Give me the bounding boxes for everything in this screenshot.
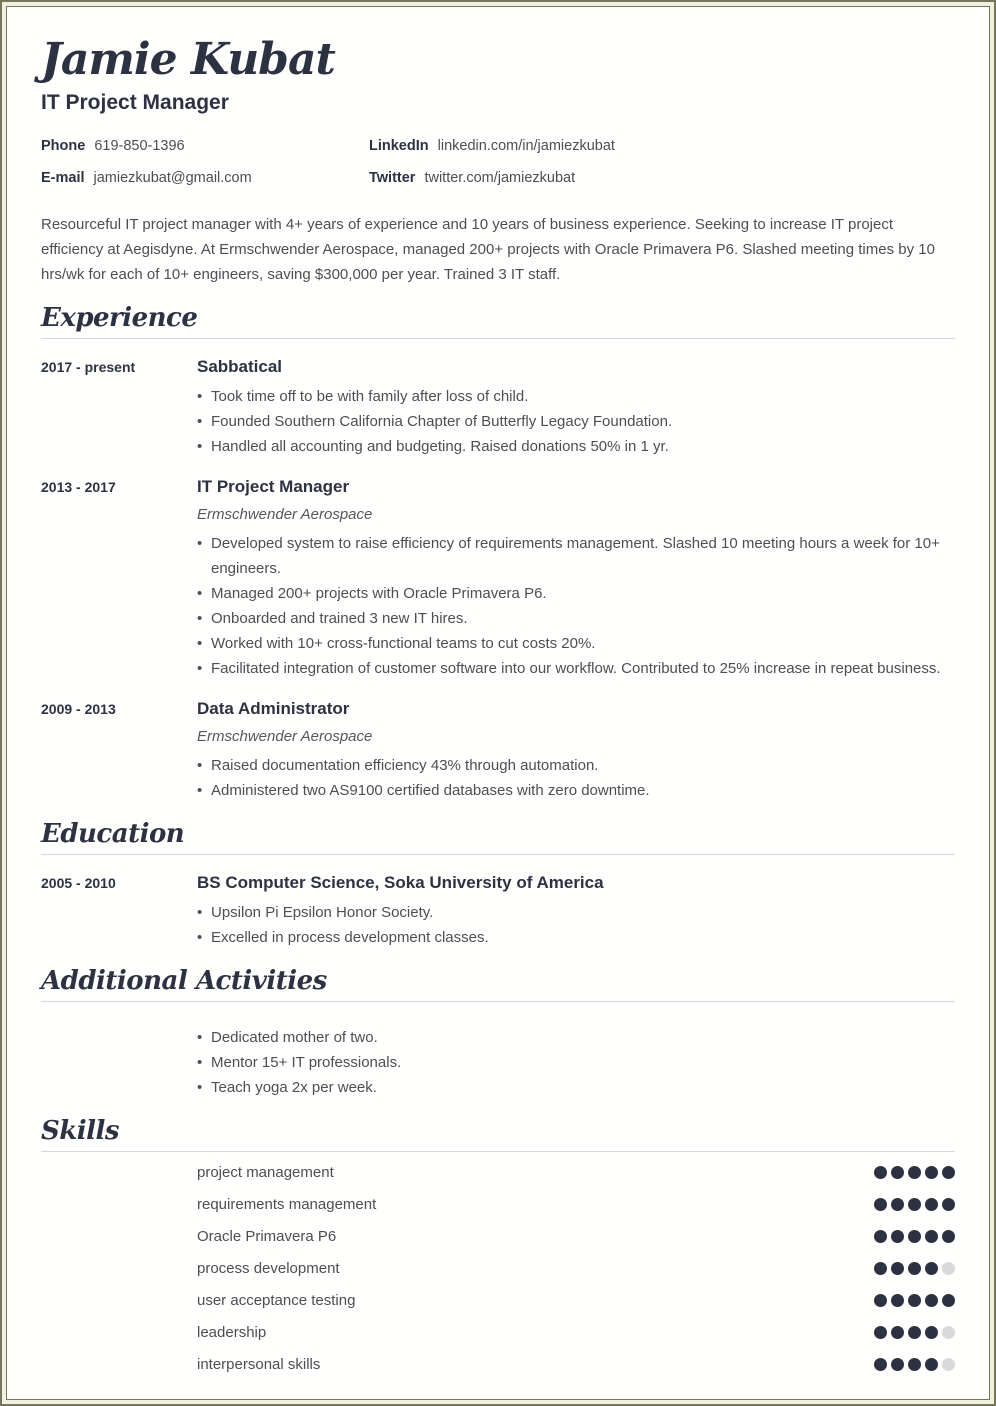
bullet-item: • Facilitated integration of customer software into our workflow. Contributed to 25% increase in repeat business.	[197, 656, 955, 681]
skill-dot-filled	[908, 1166, 921, 1179]
skill-dot-filled	[908, 1262, 921, 1275]
bullet-list	[197, 531, 955, 681]
contact-item	[41, 168, 369, 188]
skill-dot-filled	[942, 1198, 955, 1211]
skill-name: interpersonal skills	[197, 1355, 321, 1373]
resume-entry	[41, 1019, 955, 1100]
skill-dot-empty	[942, 1326, 955, 1339]
skill-dot-filled	[925, 1358, 938, 1371]
contact-label: E-mail	[41, 170, 85, 186]
entry-body	[197, 1019, 955, 1100]
bullet-item: • Founded Southern California Chapter of Butterfly Legacy Foundation.	[197, 409, 955, 434]
contact-label: Twitter	[369, 170, 416, 186]
bullet-item: • Developed system to raise efficiency of requirements management. Slashed 10 meeting hours a week for 10+ engineers.	[197, 531, 955, 581]
additional-activities-entries	[41, 1019, 955, 1100]
job-title: IT Project Manager	[41, 91, 229, 114]
entry-dates: 2005 - 2010	[41, 875, 116, 891]
skill-rating	[874, 1166, 955, 1179]
education-entries	[41, 872, 955, 950]
skill-dot-filled	[891, 1230, 904, 1243]
skill-dot-filled	[874, 1326, 887, 1339]
skill-dot-filled	[908, 1294, 921, 1307]
skill-dot-filled	[925, 1198, 938, 1211]
contact-value: 619-850-1396	[94, 138, 185, 154]
contact-value: linkedin.com/in/jamiezkubat	[437, 138, 615, 154]
skill-dot-filled	[908, 1326, 921, 1339]
bullet-list	[197, 900, 955, 950]
skill-dot-empty	[942, 1358, 955, 1371]
resume-entry	[41, 356, 955, 459]
entry-dates	[41, 1019, 197, 1100]
entry-company: Ermschwender Aerospace	[197, 506, 373, 523]
skill-dot-filled	[891, 1166, 904, 1179]
bullet-item: • Excelled in process development classes.	[197, 925, 955, 950]
candidate-name: Jamie Kubat	[41, 34, 335, 85]
skill-dot-filled	[908, 1198, 921, 1211]
section-title-additional-activities: Additional Activities	[41, 964, 955, 1002]
entry-body	[197, 476, 955, 681]
skill-dot-filled	[874, 1198, 887, 1211]
entry-body	[197, 698, 955, 803]
contact-value: jamiezkubat@gmail.com	[93, 170, 252, 186]
entry-dates: 2013 - 2017	[41, 479, 116, 495]
section-experience	[41, 301, 955, 803]
entry-role-title: BS Computer Science, Soka University of America	[197, 873, 604, 892]
skill-dot-filled	[925, 1230, 938, 1243]
skill-dot-filled	[874, 1262, 887, 1275]
skill-dot-filled	[874, 1166, 887, 1179]
skill-dot-filled	[891, 1326, 904, 1339]
contact-item	[369, 168, 955, 188]
bullet-item: • Dedicated mother of two.	[197, 1025, 955, 1050]
bullet-item: • Raised documentation efficiency 43% through automation.	[197, 753, 955, 778]
skill-dot-filled	[891, 1198, 904, 1211]
bullet-item: • Upsilon Pi Epsilon Honor Society.	[197, 900, 955, 925]
section-title-education: Education	[41, 817, 955, 855]
skill-dot-filled	[942, 1230, 955, 1243]
contact-grid	[41, 136, 955, 188]
entry-body	[197, 872, 955, 950]
contact-item	[369, 136, 955, 156]
skill-name: process development	[197, 1259, 340, 1277]
skill-row	[41, 1220, 955, 1252]
skill-dot-filled	[891, 1294, 904, 1307]
section-education	[41, 817, 955, 950]
bullet-item: • Administered two AS9100 certified databases with zero downtime.	[197, 778, 955, 803]
entry-role-title: Sabbatical	[197, 357, 283, 376]
skill-dot-empty	[942, 1262, 955, 1275]
skill-dot-filled	[908, 1358, 921, 1371]
resume-page-inner	[6, 6, 990, 1400]
section-title-experience: Experience	[41, 301, 955, 339]
contact-value: twitter.com/jamiezkubat	[424, 170, 576, 186]
bullet-item: • Onboarded and trained 3 new IT hires.	[197, 606, 955, 631]
skill-name: project management	[197, 1163, 334, 1181]
skill-dot-filled	[925, 1326, 938, 1339]
entry-role-title: IT Project Manager	[197, 477, 350, 496]
section-title-skills: Skills	[41, 1114, 955, 1152]
skill-row	[41, 1188, 955, 1220]
bullet-item: • Took time off to be with family after loss of child.	[197, 384, 955, 409]
bullet-item: • Handled all accounting and budgeting. Raised donations 50% in 1 yr.	[197, 434, 955, 459]
skill-rating	[874, 1230, 955, 1243]
skill-dot-filled	[874, 1294, 887, 1307]
skill-dot-filled	[925, 1262, 938, 1275]
bullet-item: • Worked with 10+ cross-functional teams to cut costs 20%.	[197, 631, 955, 656]
bullet-list	[197, 384, 955, 459]
skill-name: leadership	[197, 1323, 267, 1341]
skill-row	[41, 1348, 955, 1380]
contact-label: Phone	[41, 138, 86, 154]
resume-entry	[41, 476, 955, 681]
section-skills	[41, 1114, 955, 1380]
skill-rating	[874, 1326, 955, 1339]
skill-rating	[874, 1294, 955, 1307]
bullet-list	[197, 753, 955, 803]
skill-dot-filled	[891, 1262, 904, 1275]
skill-row	[41, 1156, 955, 1188]
section-additional-activities	[41, 964, 955, 1100]
contact-label: LinkedIn	[369, 138, 429, 154]
skill-rating	[874, 1198, 955, 1211]
entry-role-title: Data Administrator	[197, 699, 350, 718]
skills-list	[41, 1156, 955, 1380]
skill-name: user acceptance testing	[197, 1291, 356, 1309]
professional-summary: Resourceful IT project manager with 4+ years of experience and 10 years of business experience. Seeking to increase IT project efficiency at Aegisdyne. At Ermschwender Aerospace, managed 200+ projects with Oracle Primavera P6. Slashed meeting times by 10 hrs/wk for each of 10+ engineers, saving $300,000 per year. Trained 3 IT staff.	[41, 216, 935, 283]
bullet-item: • Teach yoga 2x per week.	[197, 1075, 955, 1100]
skill-rating	[874, 1262, 955, 1275]
bullet-item: • Managed 200+ projects with Oracle Primavera P6.	[197, 581, 955, 606]
skill-dot-filled	[942, 1294, 955, 1307]
skill-dot-filled	[874, 1358, 887, 1371]
skill-row	[41, 1316, 955, 1348]
skill-dot-filled	[908, 1230, 921, 1243]
skill-dot-filled	[942, 1166, 955, 1179]
skill-row	[41, 1284, 955, 1316]
entry-body	[197, 356, 955, 459]
entry-dates: 2009 - 2013	[41, 701, 116, 717]
contact-item	[41, 136, 369, 156]
skill-name: Oracle Primavera P6	[197, 1227, 337, 1245]
skill-dot-filled	[925, 1294, 938, 1307]
skill-dot-filled	[891, 1358, 904, 1371]
skill-row	[41, 1252, 955, 1284]
skill-dot-filled	[874, 1230, 887, 1243]
skill-dot-filled	[925, 1166, 938, 1179]
resume-header	[41, 34, 955, 188]
entry-company: Ermschwender Aerospace	[197, 728, 373, 745]
skill-rating	[874, 1358, 955, 1371]
bullet-list	[197, 1025, 955, 1100]
resume-entry	[41, 698, 955, 803]
experience-entries	[41, 356, 955, 803]
skill-name: requirements management	[197, 1195, 377, 1213]
resume-entry	[41, 872, 955, 950]
bullet-item: • Mentor 15+ IT professionals.	[197, 1050, 955, 1075]
entry-dates: 2017 - present	[41, 359, 136, 375]
